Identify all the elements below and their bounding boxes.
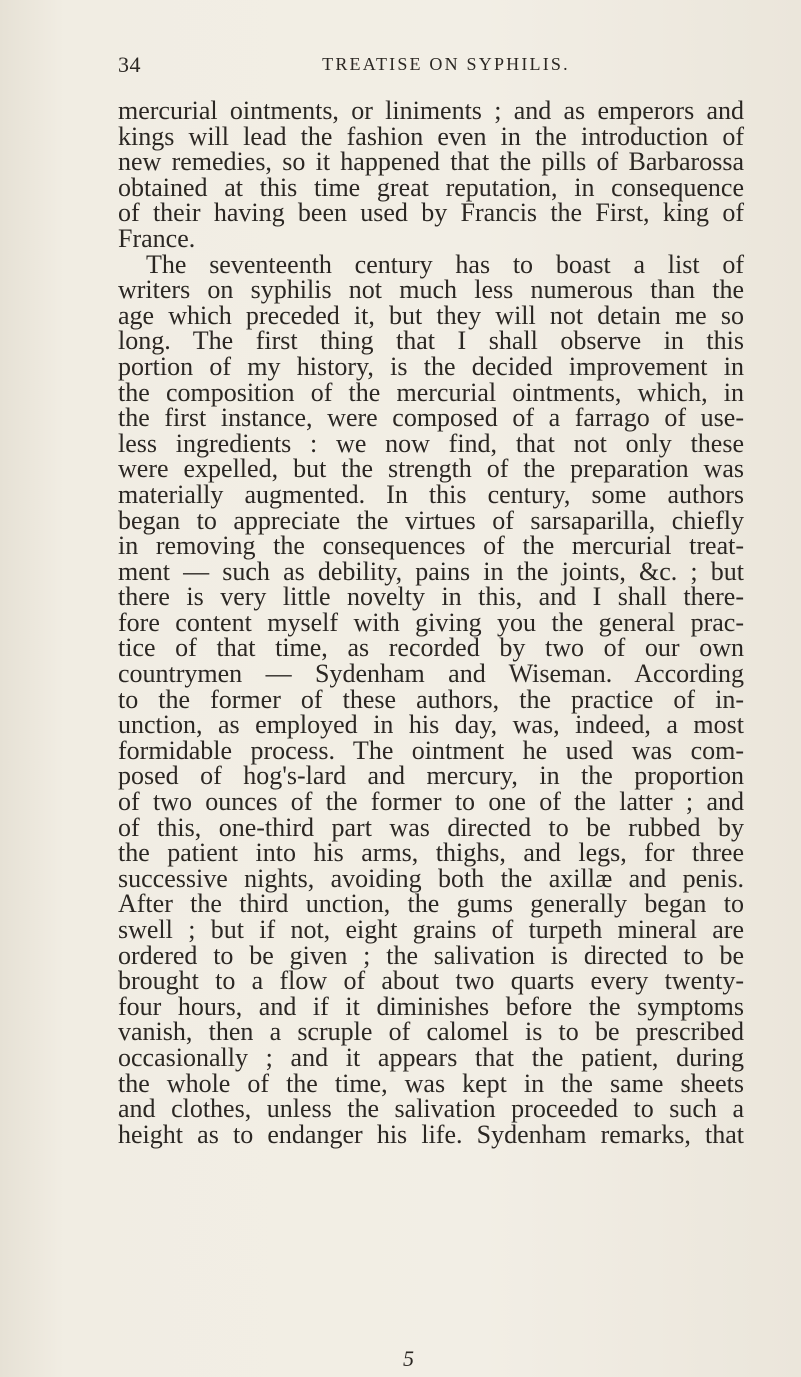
text-line: swell ; but if not, eight grains of turpeth mineral are [118,915,744,944]
text-line: new remedies, so it happened that the pills of Barbarossa [118,147,744,177]
text-line: fore content myself with giving you the general prac- [118,607,744,637]
text-line: less ingredients : we now find, that not only these [118,428,744,458]
running-head: TREATISE ON SYPHILIS. [322,54,570,74]
text-line: materially augmented. In this century, some authors [118,479,744,509]
text-line: of this, one-third part was directed to be rubbed by [118,812,744,842]
text-line: of two ounces of the former to one of the latter ; and [118,787,744,817]
body-text [118,98,744,1147]
text-line: height as to endanger his life. Sydenham remarks, that [118,1119,744,1149]
text-line: mercurial ointments, or liniments ; and as emperors and [118,96,744,125]
text-line: the composition of the mercurial ointments, which, in [118,377,744,407]
text-line: the first instance, were composed of a farrago of use- [118,403,744,433]
text-line: posed of hog's-lard and mercury, in the proportion [118,761,744,791]
page-header [118,52,744,78]
text-line: formidable process. The ointment he used was com- [118,735,744,765]
text-line: ment — such as debility, pains in the joints, &c. ; but [118,556,744,586]
text-line: began to appreciate the virtues of sarsaparilla, chiefly [118,505,744,535]
text-line: long. The first thing that I shall observe in this [118,326,744,356]
text-line: tice of that time, as recorded by two of our own [118,633,744,663]
page-number: 34 [118,52,141,77]
text-line: obtained at this time great reputation, in consequence [118,172,744,202]
text-line: writers on syphilis not much less numerous than the [118,275,744,305]
text-line: France. [118,223,196,253]
text-line: and clothes, unless the salivation proceeded to such a [118,1094,744,1124]
text-line: there is very little novelty in this, and I shall there- [118,582,744,612]
text-line: ordered to be given ; the salivation is directed to be [118,940,744,970]
text-line: the patient into his arms, thighs, and legs, for three [118,838,744,868]
text-line: kings will lead the fashion even in the introduction of [118,121,744,151]
text-line: countrymen — Sydenham and Wiseman. According [118,659,744,689]
text-line: age which preceded it, but they will not detain me so [118,300,744,330]
text-line: four hours, and if it diminishes before the symptoms [118,991,744,1021]
text-line: portion of my history, is the decided improvement in [118,351,744,381]
text-line: of their having been used by Francis the First, king of [118,198,744,228]
text-line: The seventeenth century has to boast a list of [146,249,744,279]
text-line: vanish, then a scruple of calomel is to be prescribed [118,1017,744,1047]
text-line: brought to a flow of about two quarts every twenty- [118,966,744,996]
text-line: unction, as employed in his day, was, indeed, a most [118,710,744,740]
text-line: to the former of these authors, the practice of in- [118,684,744,714]
text-line: the whole of the time, was kept in the same sheets [118,1068,744,1098]
text-line: were expelled, but the strength of the preparation was [118,454,744,484]
text-line: occasionally ; and it appears that the patient, during [118,1042,744,1072]
text-line: in removing the consequences of the mercurial treat- [118,531,744,561]
text-line: successive nights, avoiding both the axillæ and penis. [118,863,744,893]
signature-mark: 5 [403,1346,414,1371]
text-line: After the third unction, the gums generally began to [118,889,744,919]
